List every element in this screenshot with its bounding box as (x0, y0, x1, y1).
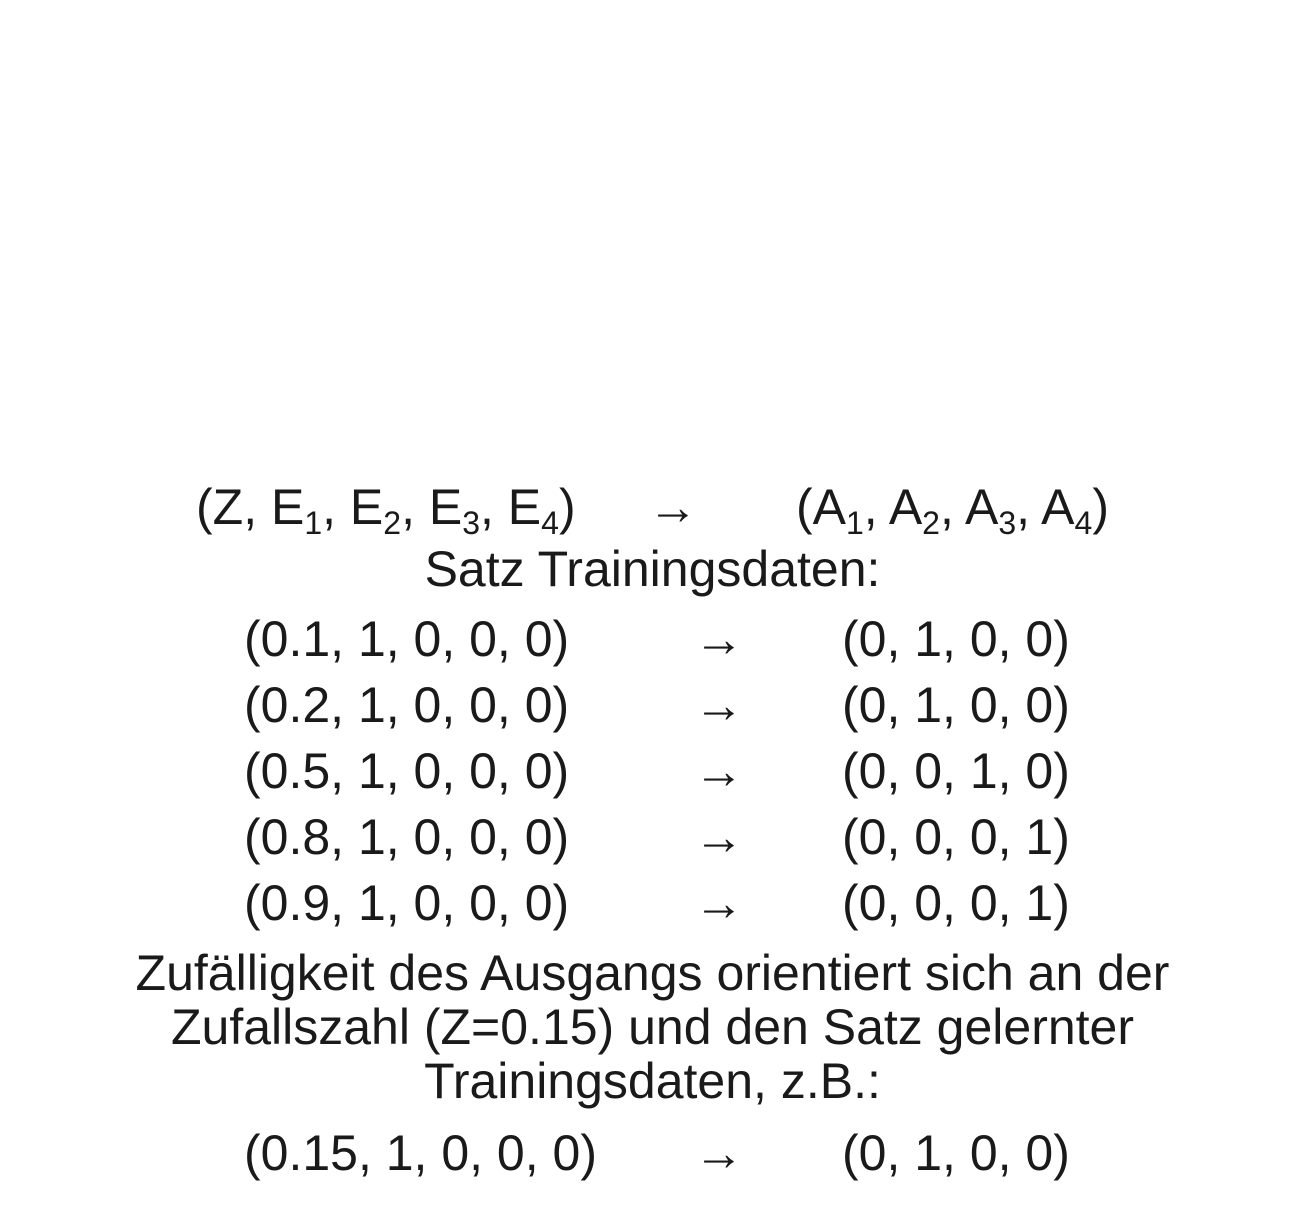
input-vector-header: (Z, $E_1$, $E_2$, $E_3$, $E_4$) (196, 479, 576, 541)
arrow-icon: → (694, 1125, 744, 1181)
training-data-label: Satz Trainingsdaten: (424, 541, 881, 597)
training-input: (0.8, 1, 0, 0, 0) (244, 809, 570, 865)
training-row (0, 804, 1305, 870)
arrow-icon: → (694, 677, 744, 733)
training-row (0, 870, 1305, 936)
training-output: (0, 1, 0, 0) (842, 611, 1070, 667)
training-input: (0.5, 1, 0, 0, 0) (244, 743, 570, 799)
arrow-icon: → (694, 809, 744, 865)
arrow-icon: → (694, 875, 744, 931)
example-input: (0.15, 1, 0, 0, 0) (244, 1125, 597, 1181)
training-input: (0.9, 1, 0, 0, 0) (244, 875, 570, 931)
example-output: (0, 1, 0, 0) (842, 1125, 1070, 1181)
training-output: (0, 0, 0, 1) (842, 809, 1070, 865)
training-row (0, 738, 1305, 804)
training-row (0, 672, 1305, 738)
training-output: (0, 0, 0, 1) (842, 875, 1070, 931)
arrow-icon: → (694, 743, 744, 799)
training-input: (0.2, 1, 0, 0, 0) (244, 677, 570, 733)
explanation-line: Trainingsdaten, z.B.: (424, 1053, 881, 1109)
output-vector-header: ($A_1$, $A_2$, $A_3$, $A_4$) (796, 479, 1109, 541)
arrow-icon: → (648, 479, 698, 535)
training-output: (0, 0, 1, 0) (842, 743, 1070, 799)
example-row (0, 1120, 1305, 1186)
explanation-line: Zufälligkeit des Ausgangs orientiert sich an der (135, 945, 1170, 1001)
training-row (0, 606, 1305, 672)
explanation-line: Zufallszahl (Z=0.15) und den Satz gelernter (170, 999, 1135, 1055)
arrow-icon: → (694, 611, 744, 667)
training-output: (0, 1, 0, 0) (842, 677, 1070, 733)
mapping-header (0, 474, 1305, 540)
training-input: (0.1, 1, 0, 0, 0) (244, 611, 570, 667)
